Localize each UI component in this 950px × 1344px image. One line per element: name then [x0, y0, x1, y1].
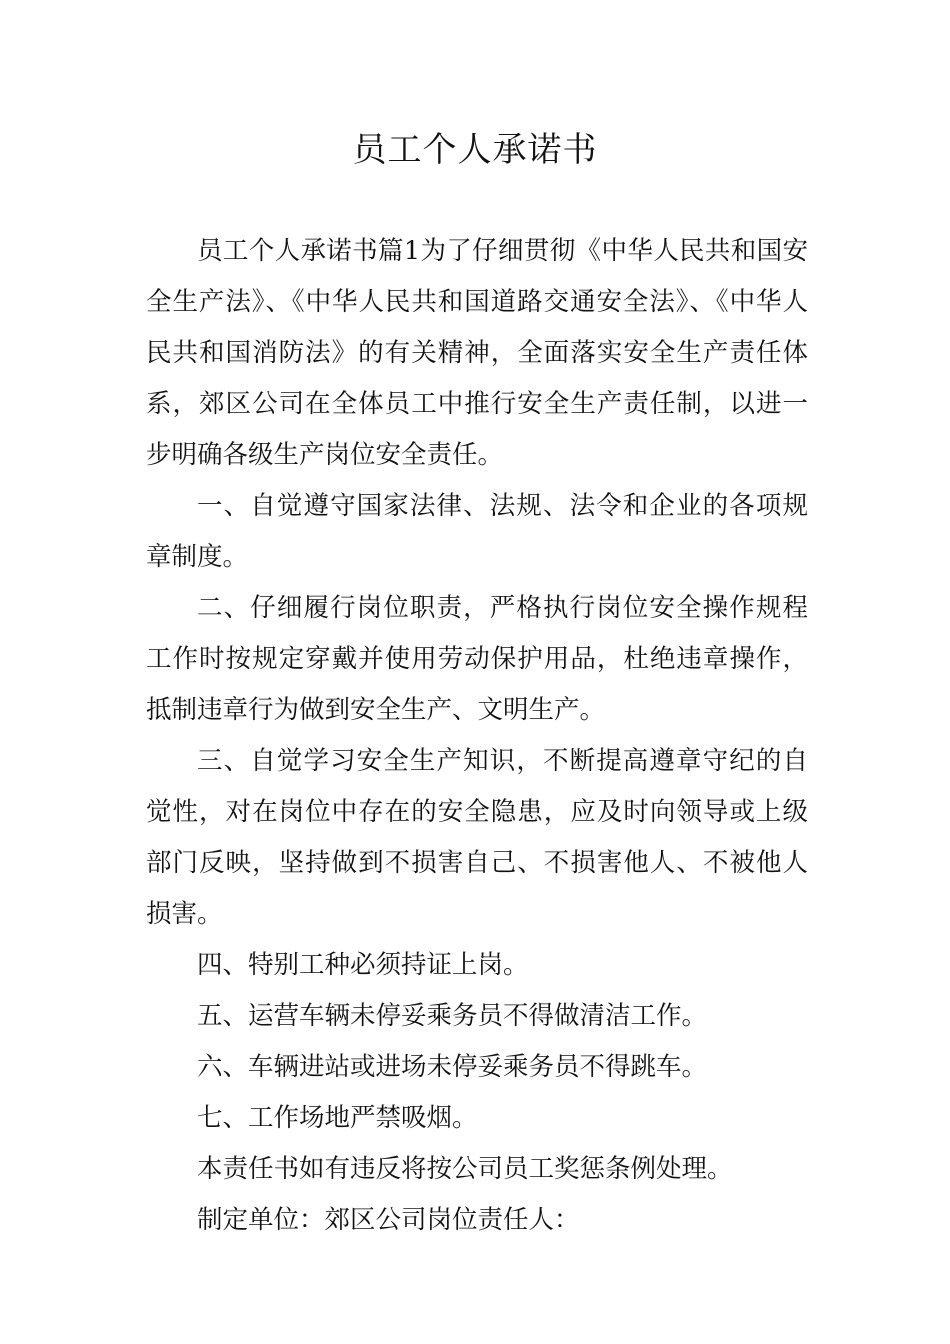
paragraph-violation-note: 本责任书如有违反将按公司员工奖惩条例处理。	[197, 1154, 733, 1184]
paragraph-intro: 员工个人承诺书篇1为了仔细贯彻《中华人民共和国安全生产法》、《中华人民共和国道路交通安全法》、《中华人民共和国消防法》的有关精神，全面落实安全生产责任体系，郊区公司在全体员工中推行安全生产责任制，以进一步明确各级生产岗位安全责任。	[146, 236, 808, 470]
document-title: 员工个人承诺书	[352, 130, 598, 170]
paragraph-signature-line: 制定单位：郊区公司岗位责任人：	[197, 1205, 580, 1235]
document-body	[146, 226, 808, 1246]
paragraph-item-6: 六、车辆进站或进场未停妥乘务员不得跳车。	[197, 1052, 708, 1082]
paragraph-item-2: 二、仔细履行岗位职责，严格执行岗位安全操作规程工作时按规定穿戴并使用劳动保护用品，杜绝违章操作，抵制违章行为做到安全生产、文明生产。	[146, 593, 808, 725]
paragraph-item-5: 五、运营车辆未停妥乘务员不得做清洁工作。	[197, 1001, 708, 1031]
paragraph-item-4: 四、特别工种必须持证上岗。	[197, 950, 529, 980]
paragraph-item-1: 一、自觉遵守国家法律、法规、法令和企业的各项规章制度。	[146, 491, 808, 572]
paragraph-item-7: 七、工作场地严禁吸烟。	[197, 1103, 478, 1133]
paragraph-item-3: 三、自觉学习安全生产知识，不断提高遵章守纪的自觉性，对在岗位中存在的安全隐患，应及时向领导或上级部门反映，坚持做到不损害自己、不损害他人、不被他人损害。	[146, 746, 808, 929]
